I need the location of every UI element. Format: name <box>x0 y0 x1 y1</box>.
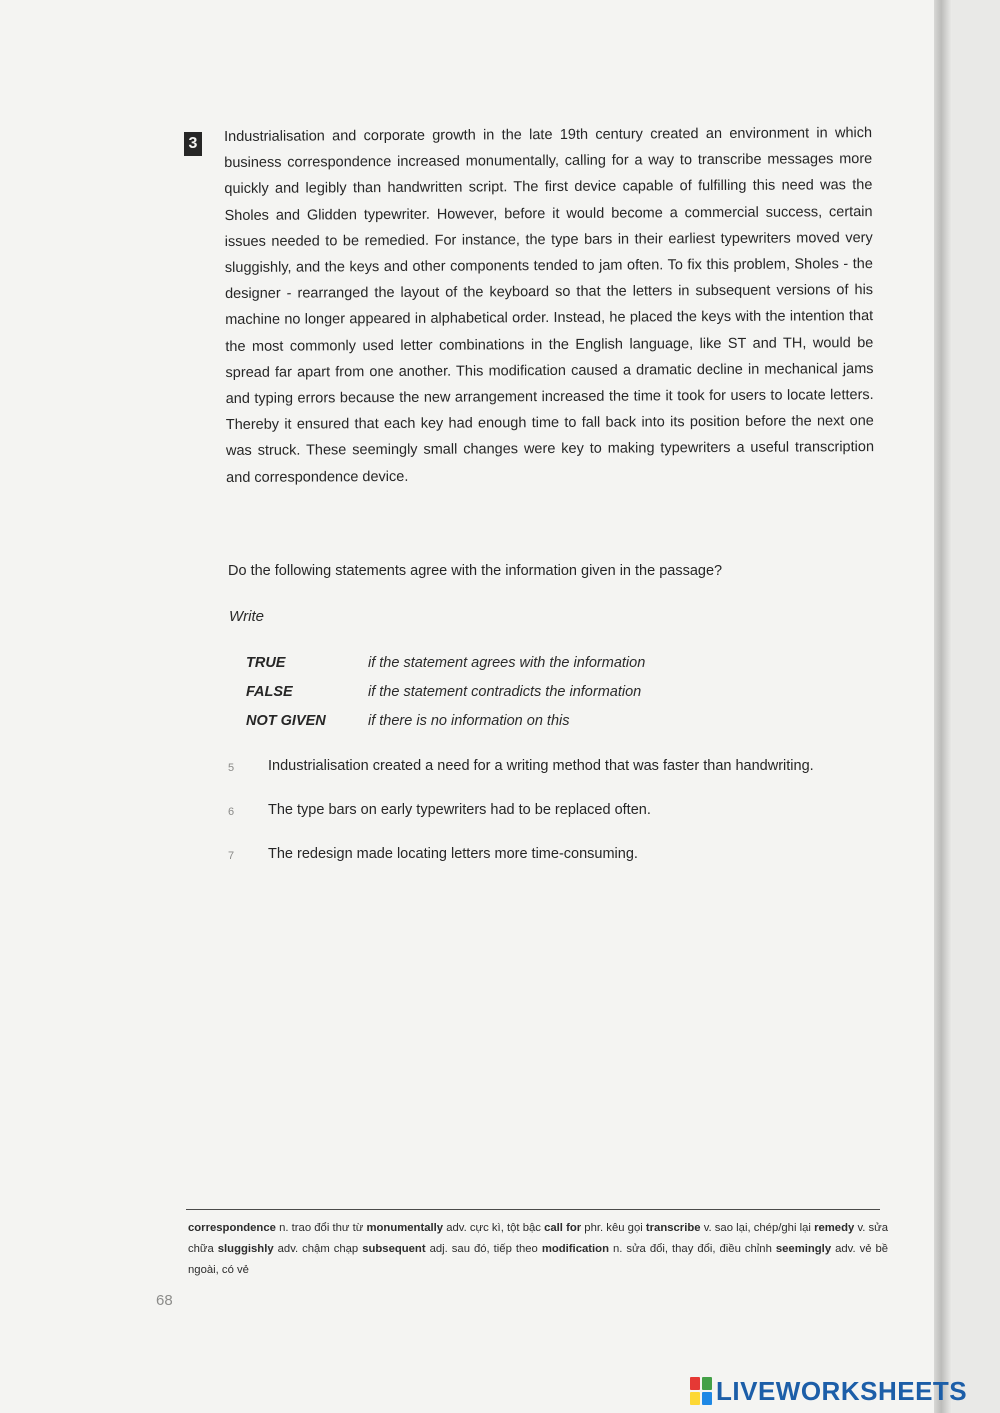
reading-passage: Industrialisation and corporate growth in the late 19th century created an environment in which business correspondence increased monumentally, calling for a way to transcribe messages more quickly and legibly than handwritten script. The first device capable of fulfilling this need was the Sholes and Glidden typewriter. However, before it would become a commercial success, certain issues needed to be remedied. For instance, the type bars in their earliest typewriters moved very sluggishly, and the keys and other components tended to jam often. To fix this problem, Sholes - the designer - rearranged the layout of the keyboard so that the letters in subsequent versions of his machine no longer appeared in alphabetical order. Instead, he placed the keys with the intention that the most commonly used letter combinations in the English language, like ST and TH, would be spread far apart from one another. This modification caused a dramatic decline in mechanical jams and typing errors because the new arrangement increased the time it took for users to locate letters. Thereby it ensured that each key had enough time to fall back into its position before the next one was struck. These seemingly small changes were key to making typewriters a useful transcription and correspondence device. <box>224 125 875 486</box>
question-number: 6 <box>228 806 235 818</box>
answer-key-term: TRUE <box>246 654 286 671</box>
answer-key-row <box>246 706 645 735</box>
question-item <box>228 846 888 890</box>
answer-key-term: NOT GIVEN <box>246 712 326 729</box>
section-number-badge: 3 <box>184 132 202 156</box>
answer-key-term: FALSE <box>246 683 293 700</box>
glossary-definition: phr. kêu gọi <box>584 1222 643 1234</box>
liveworksheets-logo-icon <box>690 1377 712 1405</box>
question-number: 7 <box>228 850 235 862</box>
page-number: 68 <box>156 1292 173 1309</box>
answer-key-row <box>246 648 645 677</box>
instructions-question: Do the following statements agree with the information given in the passage? <box>228 563 723 579</box>
question-text: The type bars on early typewriters had to be replaced often. <box>268 802 651 818</box>
footnote-divider <box>186 1209 880 1210</box>
glossary-term: transcribe <box>645 1222 701 1234</box>
question-text: Industrialisation created a need for a writing method that was faster than handwriting. <box>268 758 814 774</box>
write-label: Write <box>229 608 264 625</box>
question-item <box>228 758 888 802</box>
glossary-term: modification <box>541 1243 609 1255</box>
answer-key-row <box>246 677 645 706</box>
question-list <box>228 758 888 890</box>
glossary-term: monumentally <box>366 1222 444 1234</box>
logo-cell <box>702 1392 712 1405</box>
answer-key-description: if there is no information on this <box>368 712 570 729</box>
glossary-definition: n. sửa đổi, thay đổi, điều chỉnh <box>612 1243 772 1255</box>
glossary-definition: n. trao đổi thư từ <box>279 1222 364 1234</box>
glossary-term: call for <box>544 1222 582 1234</box>
glossary-definition: adv. cực kì, tột bậc <box>446 1222 541 1234</box>
glossary <box>188 1218 888 1281</box>
answer-key-table <box>246 648 645 735</box>
question-text: The redesign made locating letters more time-consuming. <box>268 846 638 862</box>
answer-key-description: if the statement contradicts the information <box>368 683 642 700</box>
glossary-definition: v. sao lại, chép/ghi lại <box>703 1222 811 1234</box>
page-edge-shadow <box>934 0 952 1413</box>
question-number: 5 <box>228 762 235 774</box>
glossary-definition: adj. sau đó, tiếp theo <box>429 1243 538 1255</box>
logo-cell <box>702 1377 712 1390</box>
logo-cell <box>690 1392 700 1405</box>
logo-cell <box>690 1377 700 1390</box>
question-item <box>228 802 888 846</box>
glossary-term: subsequent <box>362 1243 426 1255</box>
glossary-definition: adv. vẻ bề ngoài, có vẻ <box>188 1243 889 1276</box>
glossary-term: sluggishly <box>217 1243 274 1255</box>
answer-key-description: if the statement agrees with the information <box>368 654 646 671</box>
glossary-definition: adv. chậm chạp <box>277 1243 359 1255</box>
liveworksheets-wordmark: LIVEWORKSHEETS <box>716 1375 968 1406</box>
glossary-definition: v. sửa chữa <box>188 1222 889 1255</box>
glossary-term: correspondence <box>188 1222 276 1234</box>
liveworksheets-brand <box>690 1374 967 1408</box>
glossary-term: remedy <box>814 1222 855 1234</box>
glossary-term: seemingly <box>775 1243 832 1255</box>
